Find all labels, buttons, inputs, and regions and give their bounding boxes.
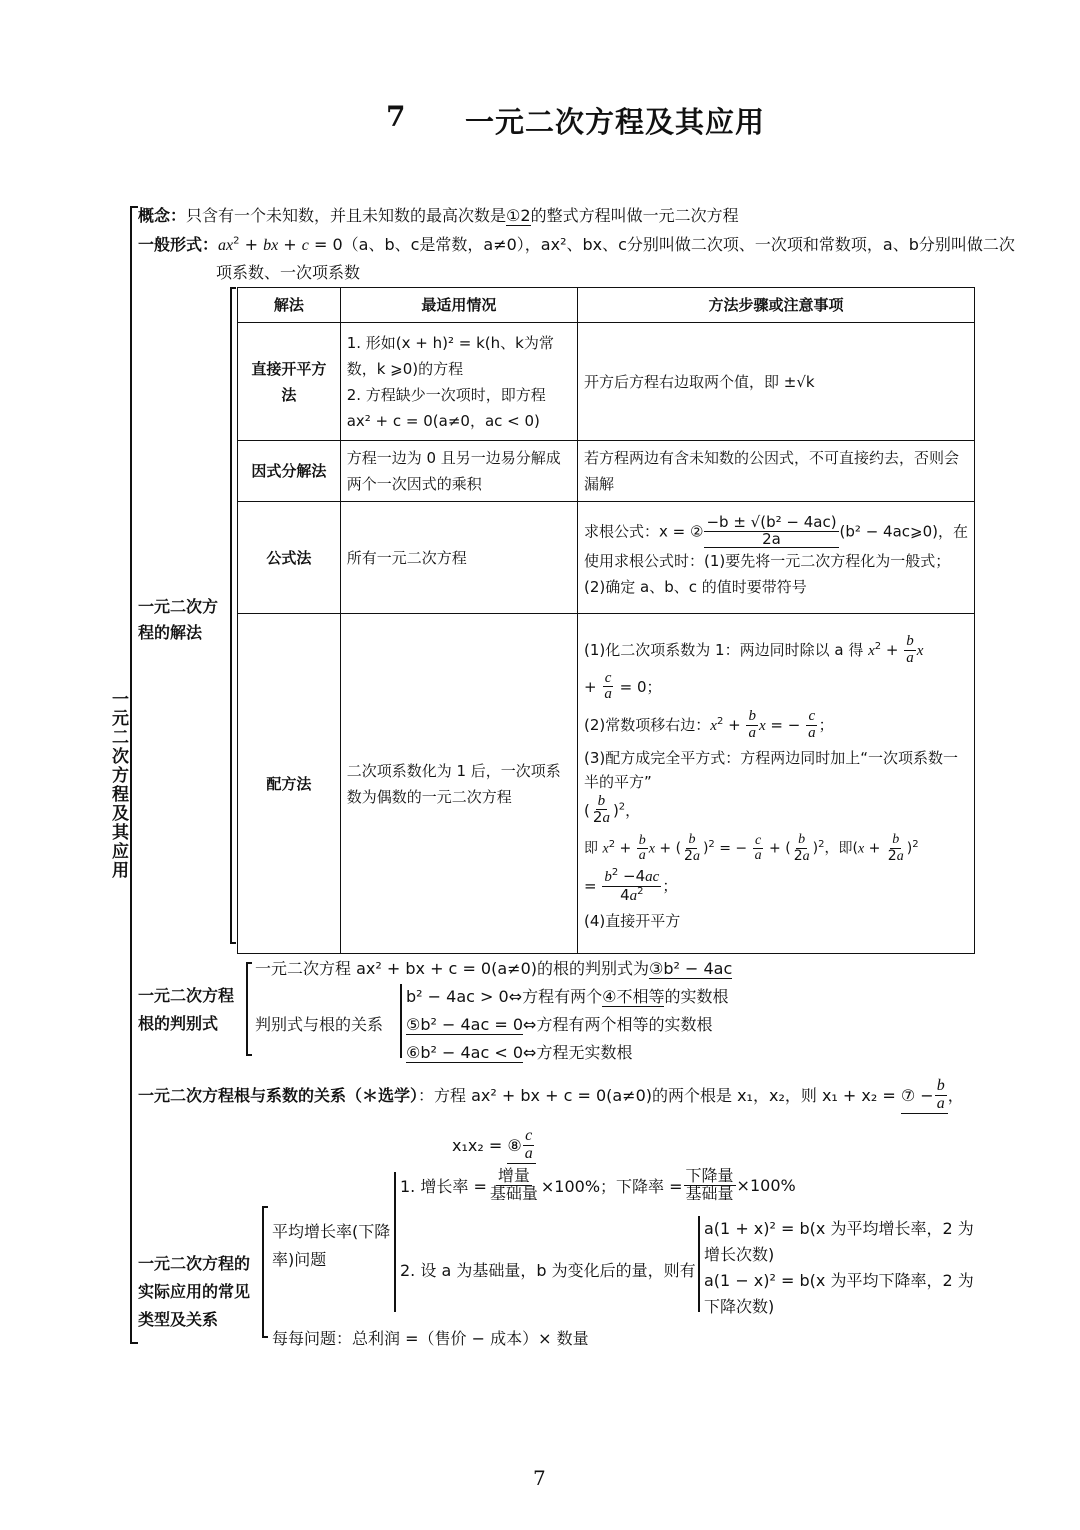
profit-formula: 每每问题：总利润 =（售价 − 成本）× 数量 xyxy=(272,1329,589,1348)
concept-label: 概念： xyxy=(138,206,187,225)
answer-mark-6: ⑥b² − 4ac < 0 xyxy=(406,1043,524,1062)
table-row: 公式法 所有一元二次方程 求根公式：x = ② $\frac{\text{−b ± √(b² − 4ac)}}{2a}$ (b² − 4ac⩾0)，在 使用求根公式时：(1)要先将一元二次方程化为一般式；(2)确定 a、b、c 的值时要带符号 xyxy=(238,502,975,614)
page-title: 一元二次方程及其应用 xyxy=(465,105,766,139)
answer-mark-4: ④不相等 xyxy=(602,987,665,1006)
table-row: 直接开平方法 1. 形如(x + h)² = k(h、k为常数，k ⩾0)的方程 2. 方程缺少一次项时，即方程 ax² + c = 0(a≠0，ac < 0) 开方后方程右边取两个值，即 ±√k xyxy=(238,323,975,441)
header-method: 解法 xyxy=(238,288,341,323)
relation-label: 判别式与根的关系 xyxy=(255,1015,384,1034)
growth-label: 平均增长率(下降率)问题 xyxy=(272,1222,391,1269)
vieta-line: 一元二次方程根与系数的关系（＊选学）：方程 ax² + bx + c = 0(a≠0)的两个根是 x₁，x₂，则 x₁ + x₂ = ⑦ − $\frac{b}{a}$ ， xyxy=(138,1077,964,1112)
general-form-line: 一般形式：$ax^2$ + bx + c = 0（a、b、c是常数，a≠0），ax²、bx、c分别叫做二次项、一次项和常数项，a、b分别叫做二次 xyxy=(138,235,1015,254)
page-number: 7 xyxy=(533,1466,546,1490)
answer-mark-7: ⑦ − $\frac{b}{a}$ xyxy=(901,1078,948,1114)
method-formula: 公式法 xyxy=(238,502,341,614)
concept-line: 概念：只含有一个未知数，并且未知数的最高次数是①2的整式方程叫做一元二次方程 xyxy=(138,206,739,225)
general-form-label: 一般形式： xyxy=(138,235,219,254)
answer-mark-3: ③b² − 4ac xyxy=(649,959,733,978)
growth-model: 2. 设 a 为基础量，b 为变化后的量，则有 xyxy=(400,1261,696,1280)
header-notes: 方法步骤或注意事项 xyxy=(578,288,975,323)
answer-mark-5: ⑤b² − 4ac = 0 xyxy=(406,1015,524,1034)
discriminant-label: 一元二次方程根的判别式 xyxy=(138,986,235,1033)
header-situation: 最适用情况 xyxy=(340,288,577,323)
solutions-brace xyxy=(230,287,232,944)
growth-rate-formula: 1. 增长率 = $\frac{\text{增量}}{\text{基础量}}$ ×100%；下降率 = $\frac{\text{下降量}}{\text{基础量}}$ ×100% xyxy=(400,1166,796,1203)
answer-mark-1: ①2 xyxy=(506,206,531,225)
note-direct: 开方后方程右边取两个值，即 ±√k xyxy=(578,323,975,441)
solutions-group-label: 一元二次方程的解法 xyxy=(138,597,219,642)
method-complete-square: 配方法 xyxy=(238,614,341,954)
table-row: 配方法 二次项系数化为 1 后，一次项系数为偶数的一元二次方程 (1)化二次项系数为 1：两边同时除以 a 得 $x^2$ + $\frac{b}{a}$ x + $\frac{c}{a}$ = 0； (2)常数项移右边：$x^2$ + $\frac{b}{a}$ x = − $\frac{c}{a}$ ； (3)配方成完全平方式：方程两边同时加上“一次项系数一半的平方” ( $\frac{b}{2a}$ )$^2$， 即 $x^2$ + $\frac{b}{a}$ x + ( $\frac{b}{2a}$ )$^2$ = − $\frac{c}{a}$ + ( $\frac{b}{2a}$ )$^2$，即(x + $\frac{b}{2a}$ )$^2$ = $\frac{b^2 -4ac}{4a^2}$ ； (4)直接开平方 xyxy=(238,614,975,954)
applications-label: 一元二次方程的实际应用的常见类型及关系 xyxy=(138,1254,251,1329)
answer-mark-8: ⑧ $\frac{c}{a}$ xyxy=(507,1128,535,1164)
table-row: 因式分解法 方程一边为 0 且另一边易分解成两个一次因式的乘积 若方程两边有含未知数的公因式，不可直接约去，否则会漏解 xyxy=(238,441,975,502)
general-form-line2: 项系数、一次项系数 xyxy=(216,263,361,282)
chapter-number: 7 xyxy=(386,100,406,133)
side-label: 一元二次方程及其应用 xyxy=(108,690,128,880)
method-factor: 因式分解法 xyxy=(238,441,341,502)
vieta-product: x₁x₂ = ⑧ $\frac{c}{a}$ xyxy=(452,1128,536,1164)
method-direct: 直接开平方法 xyxy=(238,323,341,441)
solutions-table xyxy=(237,287,975,954)
